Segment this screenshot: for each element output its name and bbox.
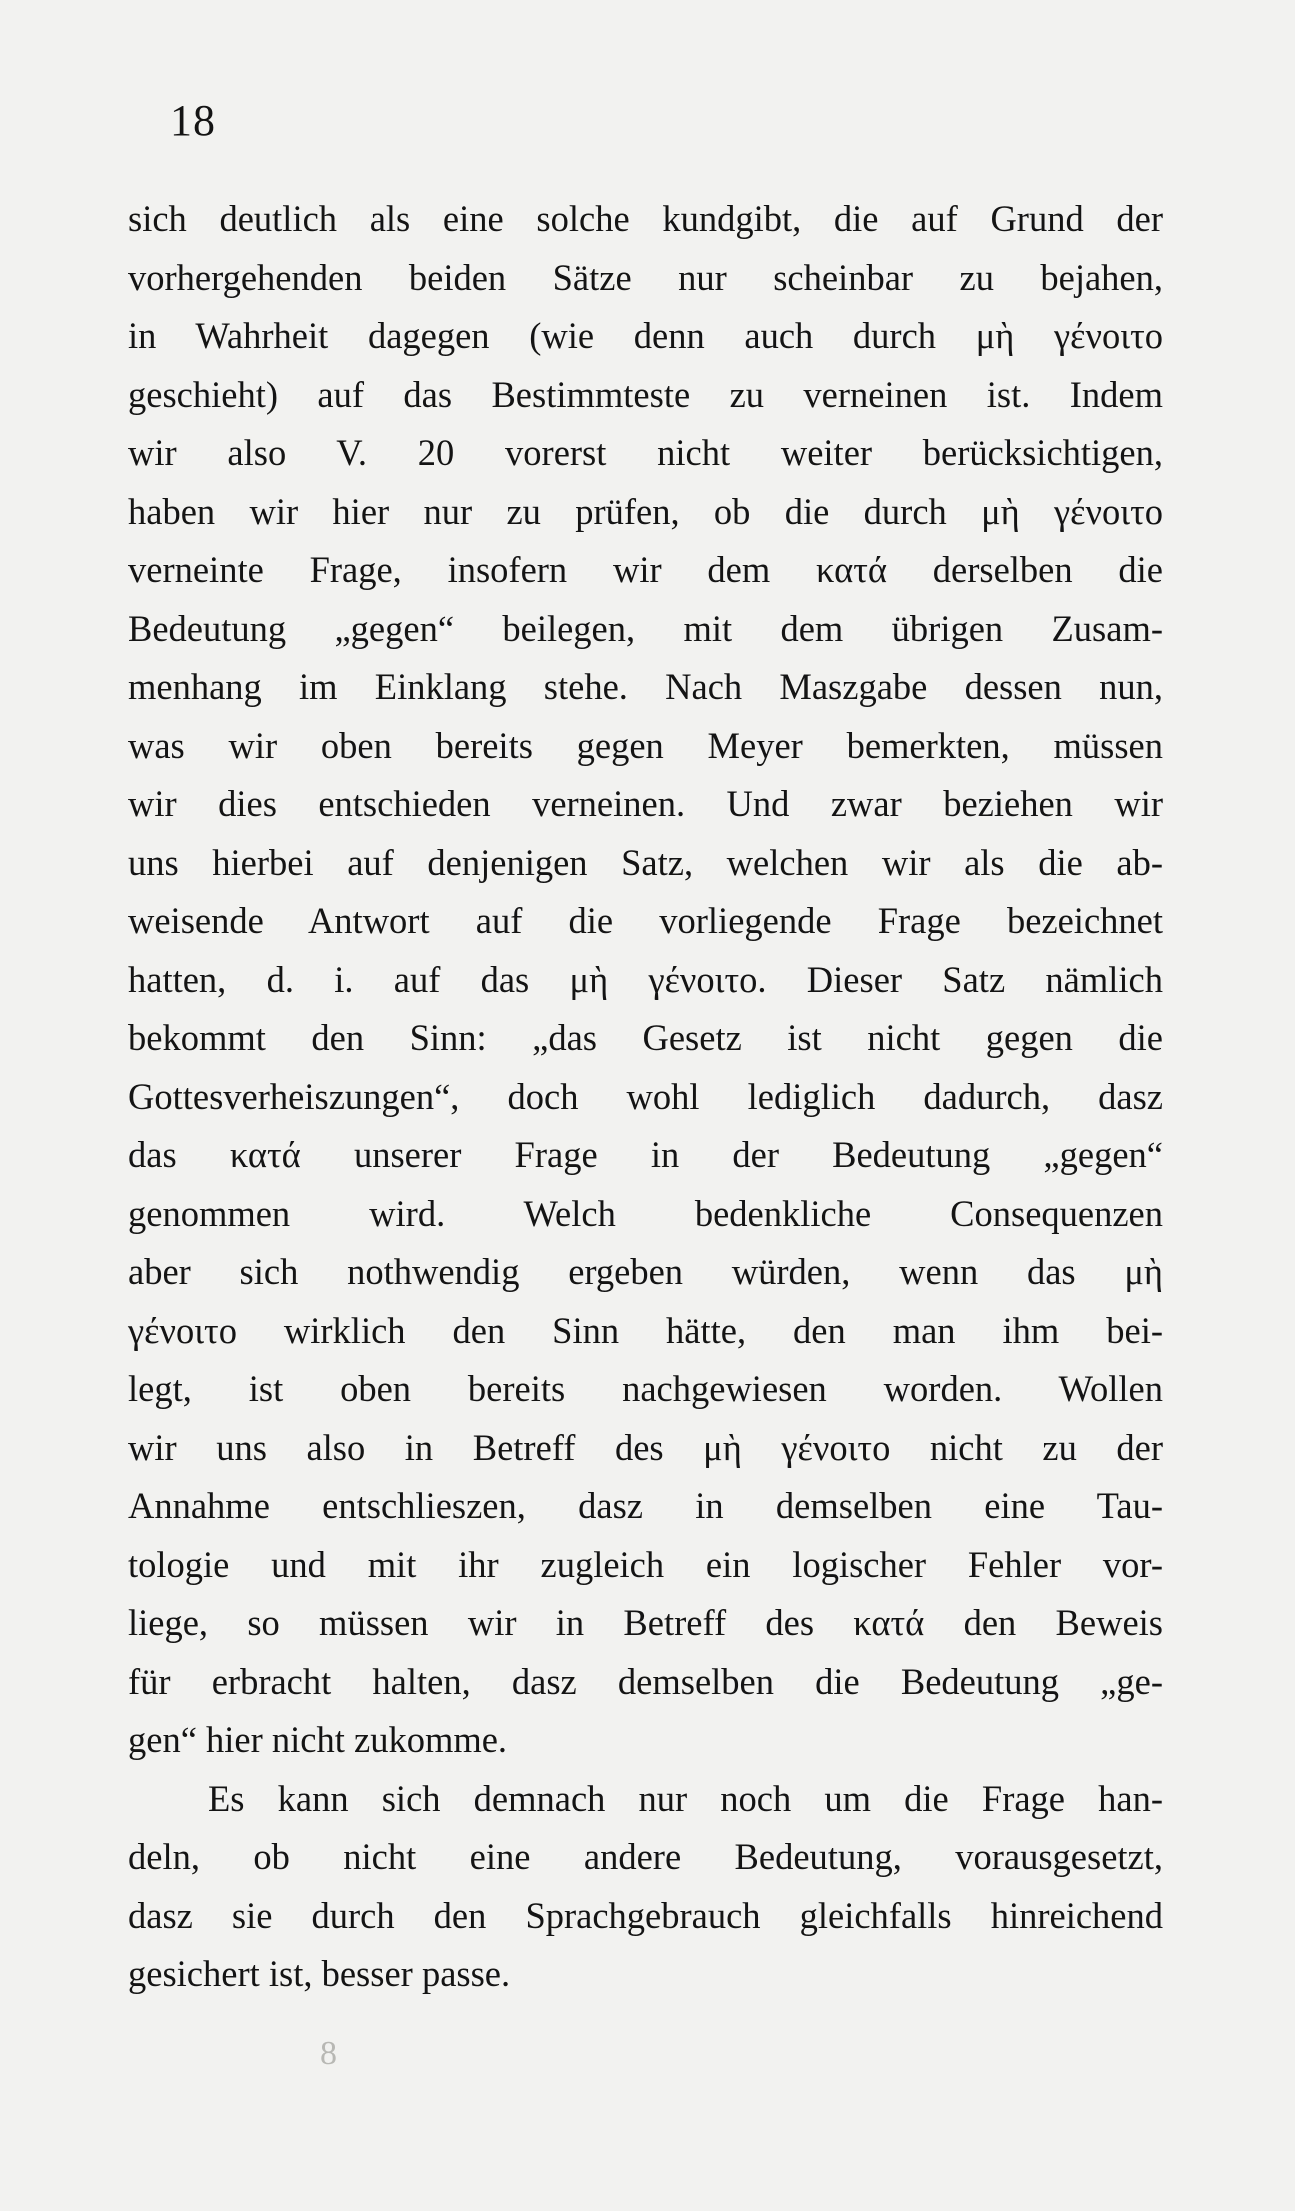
text-line: aber sich nothwendig ergeben würden, wenn das μὴ: [128, 1251, 1163, 1292]
text-line: bekommt den Sinn: „das Gesetz ist nicht gegen die: [128, 1017, 1163, 1058]
text-line: deln, ob nicht eine andere Bedeutung, vorausgesetzt,: [128, 1836, 1163, 1877]
text-line: legt, ist oben bereits nachgewiesen worden. Wollen: [128, 1368, 1163, 1409]
text-line: weisende Antwort auf die vorliegende Frage bezeichnet: [128, 900, 1163, 941]
page-number: 18: [170, 96, 216, 145]
text-line: gesichert ist, besser passe.: [128, 1953, 511, 1994]
text-line: Annahme entschlieszen, dasz in demselben eine Tau-: [128, 1485, 1163, 1526]
bleed-through-mark: 8: [320, 2035, 337, 2072]
text-line: tologie und mit ihr zugleich ein logischer Fehler vor-: [128, 1543, 1163, 1585]
text-line: Bedeutung „gegen“ beilegen, mit dem übrigen Zusam-: [128, 607, 1163, 649]
text-line: das κατά unserer Frage in der Bedeutung „gegen“: [128, 1134, 1163, 1175]
text-line: in Wahrheit dagegen (wie denn auch durch μὴ γένοιτο: [128, 315, 1163, 356]
text-line: sich deutlich als eine solche kundgibt, die auf Grund der: [128, 198, 1163, 239]
text-line: haben wir hier nur zu prüfen, ob die durch μὴ γένοιτο: [128, 490, 1163, 532]
text-line: hatten, d. i. auf das μὴ γένοιτο. Dieser Satz nämlich: [128, 958, 1163, 1000]
text-line: menhang im Einklang stehe. Nach Maszgabe dessen nun,: [128, 666, 1163, 707]
text-line: was wir oben bereits gegen Meyer bemerkten, müssen: [128, 724, 1163, 766]
text-line: wir dies entschieden verneinen. Und zwar beziehen wir: [128, 783, 1163, 824]
text-line: Gottesverheiszungen“, doch wohl lediglich dadurch, dasz: [128, 1075, 1163, 1117]
text-line: wir also V. 20 vorerst nicht weiter berücksichtigen,: [128, 432, 1163, 473]
body-text: [128, 190, 1163, 2004]
text-line: gen“ hier nicht zukomme.: [128, 1719, 508, 1760]
text-line: liege, so müssen wir in Betreff des κατά den Beweis: [128, 1602, 1163, 1643]
text-line: für erbracht halten, dasz demselben die Bedeutung „ge-: [128, 1660, 1163, 1702]
text-line: dasz sie durch den Sprachgebrauch gleichfalls hinreichend: [128, 1894, 1163, 1936]
text-line: wir uns also in Betreff des μὴ γένοιτο nicht zu der: [128, 1426, 1163, 1468]
text-line: verneinte Frage, insofern wir dem κατά derselben die: [128, 549, 1163, 590]
text-line: geschieht) auf das Bestimmteste zu verneinen ist. Indem: [128, 373, 1163, 415]
text-line: γένοιτο wirklich den Sinn hätte, den man ihm bei-: [128, 1309, 1163, 1351]
text-line: vorhergehenden beiden Sätze nur scheinbar zu bejahen,: [128, 256, 1163, 298]
text-line: Es kann sich demnach nur noch um die Frage han-: [208, 1777, 1163, 1819]
text-line: uns hierbei auf denjenigen Satz, welchen wir als die ab-: [128, 841, 1163, 883]
text-line: genommen wird. Welch bedenkliche Consequenzen: [128, 1192, 1163, 1234]
